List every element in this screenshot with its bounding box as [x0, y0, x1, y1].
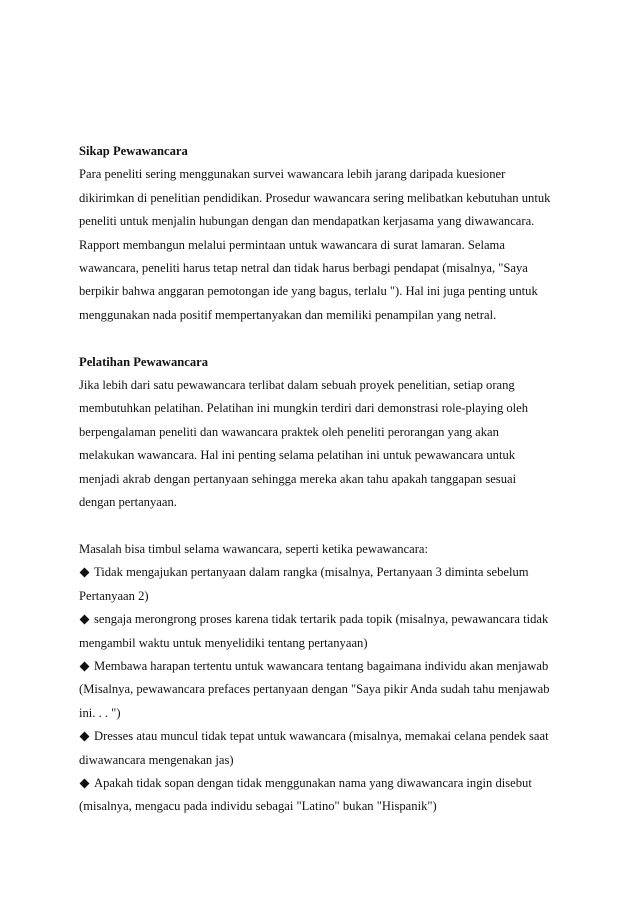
- bullet-item: [79, 725, 560, 772]
- paragraph-line: membutuhkan pelatihan. Pelatihan ini mungkin terdiri dari demonstrasi role-playing oleh: [79, 401, 529, 416]
- paragraph-line: berpengalaman peneliti dan wawancara praktek oleh peneliti perorangan yang akan: [79, 424, 499, 439]
- list-intro: Masalah bisa timbul selama wawancara, seperti ketika pewawancara:: [79, 541, 428, 556]
- paragraph-spacer: [79, 327, 560, 350]
- paragraph-line: wawancara, peneliti harus tetap netral dan tidak harus berbagi pendapat (misalnya, "Saya: [79, 261, 528, 276]
- bullet-text-continued: mengambil waktu untuk menyelidiki tentang pertanyaan): [79, 635, 368, 650]
- paragraph-line: berpikir bahwa anggaran pemotongan ide yang bagus, terlalu "). Hal ini juga penting untuk: [79, 284, 538, 299]
- paragraph-line: peneliti untuk menjalin hubungan dengan dan mendapatkan kerjasama yang diwawancara.: [79, 214, 535, 229]
- paragraph-line: menjadi akrab dengan pertanyaan sehingga mereka akan tahu apakah tanggapan sesuai: [79, 471, 517, 486]
- diamond-bullet-icon: [80, 662, 90, 672]
- bullet-text-continued: (misalnya, mengacu pada individu sebagai "Latino" bukan "Hispanik"): [79, 799, 437, 814]
- bullet-text-continued: Pertanyaan 2): [79, 588, 149, 603]
- bullet-text: Apakah tidak sopan dengan tidak menggunakan nama yang diwawancara ingin disebut: [94, 775, 532, 790]
- bullet-text: Dresses atau muncul tidak tepat untuk wawancara (misalnya, memakai celana pendek saat: [94, 729, 549, 744]
- bullet-text: sengaja merongrong proses karena tidak tertarik pada topik (misalnya, pewawancara tidak: [94, 612, 549, 627]
- paragraph-line: Rapport membangun melalui permintaan untuk wawancara di surat lamaran. Selama: [79, 237, 505, 252]
- section-heading: Pelatihan Pewawancara: [79, 354, 209, 369]
- paragraph-line: dengan pertanyaan.: [79, 495, 177, 510]
- bullet-item: [79, 772, 560, 819]
- paragraph-line: melakukan wawancara. Hal ini penting selama pelatihan ini untuk pewawancara untuk: [79, 448, 516, 463]
- paragraph-line: menggunakan nada positif mempertanyakan dan memiliki penampilan yang netral.: [79, 307, 497, 322]
- paragraph-line: Para peneliti sering menggunakan survei wawancara lebih jarang daripada kuesioner: [79, 167, 506, 182]
- document-body: [79, 140, 560, 819]
- diamond-bullet-icon: [80, 615, 90, 625]
- paragraph-spacer: [79, 514, 560, 537]
- diamond-bullet-icon: [80, 732, 90, 742]
- bullet-text-continued: ini. . . "): [79, 705, 121, 720]
- bullet-item: [79, 608, 560, 655]
- diamond-bullet-icon: [80, 568, 90, 578]
- paragraph-line: Jika lebih dari satu pewawancara terlibat dalam sebuah proyek penelitian, setiap orang: [79, 378, 515, 393]
- bullet-item: [79, 655, 560, 725]
- bullet-text-continued: diwawancara mengenakan jas): [79, 752, 234, 767]
- bullet-item: [79, 561, 560, 608]
- bullet-text: Tidak mengajukan pertanyaan dalam rangka (misalnya, Pertanyaan 3 diminta sebelum: [94, 565, 529, 580]
- bullet-text-continued: (Misalnya, pewawancara prefaces pertanyaan dengan "Saya pikir Anda sudah tahu menjawab: [79, 682, 550, 697]
- bullet-text: Membawa harapan tertentu untuk wawancara tentang bagaimana individu akan menjawab: [94, 658, 549, 673]
- section-heading: Sikap Pewawancara: [79, 144, 188, 158]
- diamond-bullet-icon: [80, 779, 90, 789]
- paragraph-line: dikirimkan di penelitian pendidikan. Prosedur wawancara sering melibatkan kebutuhan untuk: [79, 190, 551, 205]
